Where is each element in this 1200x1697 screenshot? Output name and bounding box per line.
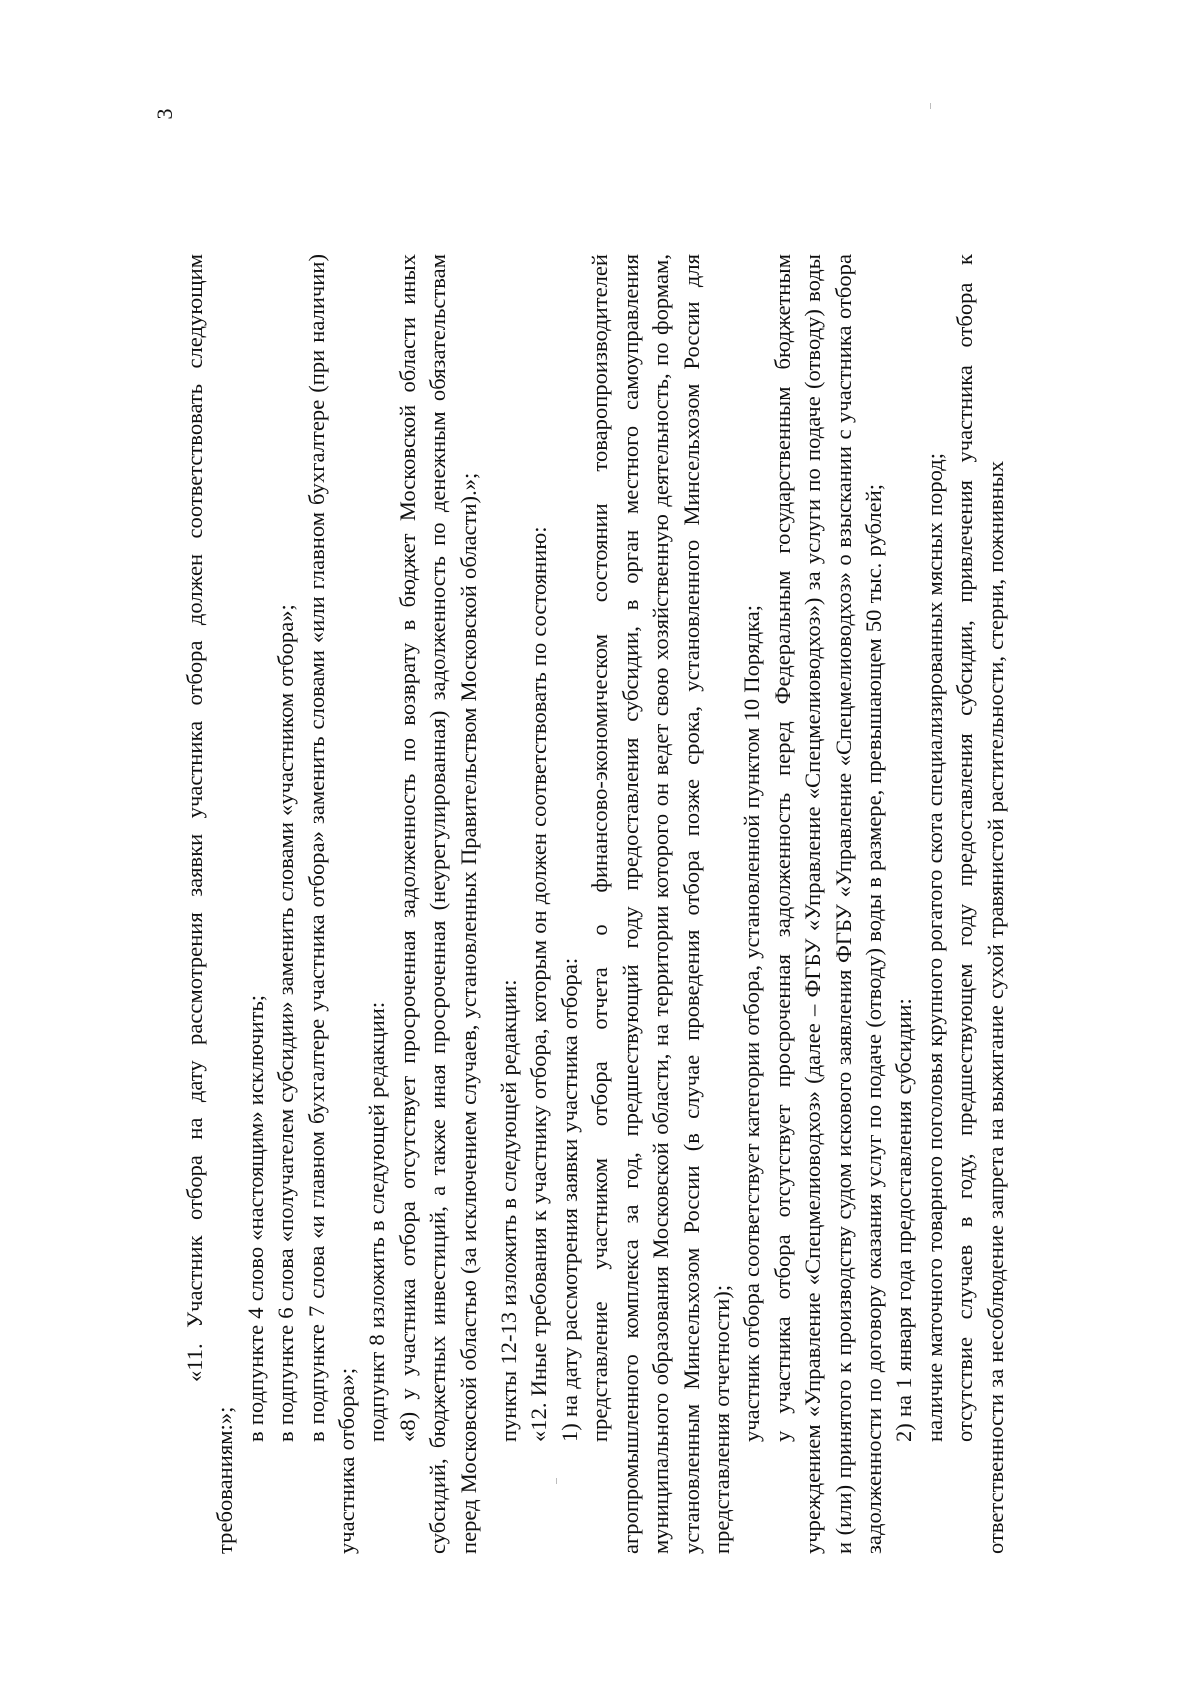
paragraph: наличие маточного товарного поголовья крупного рогатого скота специализированных мясных пород; [921, 452, 947, 1442]
paragraph: «8) у участника отбора отсутствует просроченная задолженность по возврату в бюджет Московской области иных субсидий, бюджетных инвестиций, а также иная просроченная (неурегулированная) задолженность по денежным обязательствам перед Московской областью (за исключением случаев, установленных Правительством Московской области).»; [394, 254, 481, 1554]
paragraph: 2) на 1 января года предоставления субсидии: [891, 998, 917, 1442]
paragraph: пункты 12-13 изложить в следующей редакции: [496, 979, 522, 1442]
paragraph: у участника отбора отсутствует просроченная задолженность перед Федеральным государственным бюджетным учреждением «Управление «Спецмелиоводхоз» (далее – ФГБУ «Управление «Спецмелиоводхоз») за услуги по подаче (отводу) воды и (или) принятого к производству судом искового заявления ФГБУ «Управление «Спецмелиоводхоз» о взыскании с участника отбора задолженности по договору оказания услуг по подаче (отводу) воды в размере, превышающем 50 тыс. рублей; [769, 254, 886, 1554]
paragraph: «11. Участник отбора на дату рассмотрения заявки участника отбора должен соответствовать следующим требованиям:»; [182, 254, 238, 1554]
paragraph: «12. Иные требования к участнику отбора, которым он должен соответствовать по состоянию: [526, 526, 552, 1442]
rotated-content [150, 98, 1050, 1598]
paragraph: подпункт 8 изложить в следующей редакции: [364, 1001, 390, 1442]
paragraph: 1) на дату рассмотрения заявки участника отбора: [556, 957, 582, 1442]
paragraph: участник отбора соответствует категории отбора, установленной пунктом 10 Порядка; [739, 605, 765, 1442]
document-body [180, 254, 1011, 1554]
paragraph: представление участником отбора отчета о финансово-экономическом состоянии товаропроизводителей агропромышленного комплекса за год, предшествующий году предоставления субсидии, в орган местного самоуправления муниципального образования Московской области, на территории которого он ведет свою хозяйственную деятельность, по формам, установленным Минсельхозом России (в случае проведения отбора позже срока, установленного Минсельхозом России для представления отчетности); [587, 254, 734, 1554]
paragraph: в подпункте 7 слова «и главном бухгалтере участника отбора» заменить словами «или главном бухгалтере (при наличии) участника отбора»; [303, 254, 360, 1554]
paragraph: в подпункте 6 слова «получателем субсидии» заменить словами «участником отбора»; [273, 604, 299, 1442]
paragraph: в подпункте 4 слово «настоящим» исключить; [242, 994, 268, 1442]
page-number: 3 [152, 108, 177, 120]
paragraph: отсутствие случаев в году, предшествующем году предоставления субсидии, привлечения участника отбора к ответственности за несоблюдение запрета на выжигание сухой травянистой растительности, стерни, пожнивных [952, 254, 1008, 1554]
